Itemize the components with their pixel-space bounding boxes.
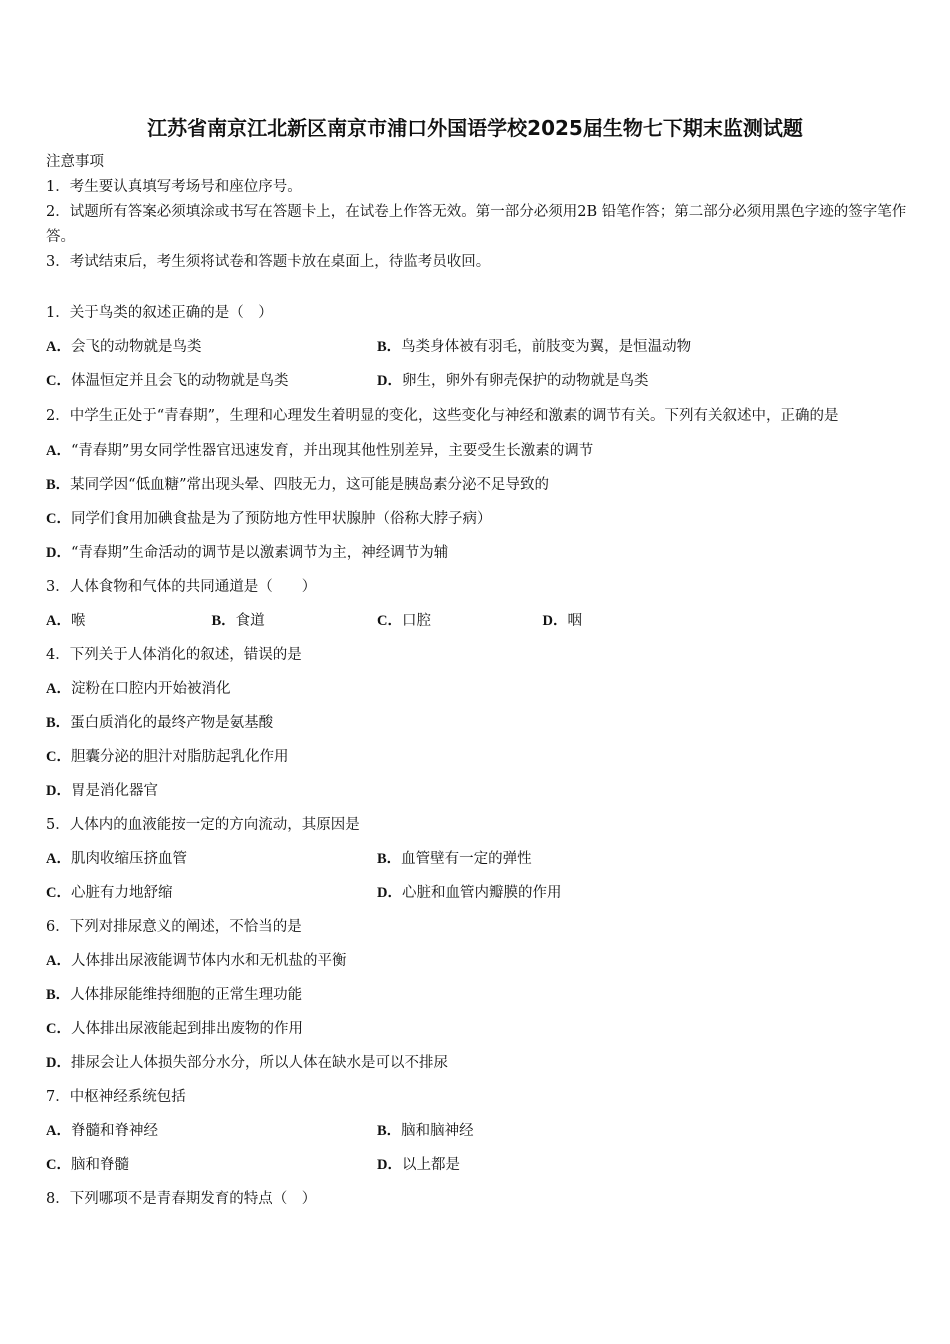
option-label: C．	[46, 749, 71, 765]
option-label: A．	[46, 443, 71, 459]
option-label: A．	[46, 851, 71, 867]
option-label: A．	[46, 1123, 71, 1139]
question-stem: 7．中枢神经系统包括	[46, 1089, 186, 1105]
option	[377, 842, 532, 876]
option	[46, 502, 908, 536]
option-label: C．	[46, 1021, 71, 1037]
option-row	[46, 364, 908, 398]
option-row	[46, 1148, 908, 1182]
option-text: 心脏和血管内瓣膜的作用	[401, 885, 562, 901]
option-text: 以上都是	[401, 1157, 460, 1173]
option	[543, 604, 709, 638]
option	[46, 536, 908, 570]
option-text: 人体排尿能维持细胞的正常生理功能	[70, 987, 303, 1003]
option-text: 鸟类身体被有羽毛，前肢变为翼，是恒温动物	[401, 339, 692, 355]
option	[377, 1148, 460, 1182]
option-row	[46, 842, 908, 876]
option-text: 咽	[567, 613, 582, 629]
option-text: “青春期”男女同学性器官迅速发育，并出现其他性别差异，主要受生长激素的调节	[70, 443, 594, 459]
option-label: B．	[211, 613, 236, 629]
option	[46, 330, 377, 364]
option-label: A．	[46, 613, 71, 629]
option	[46, 364, 377, 398]
option-text: 心脏有力地舒缩	[70, 885, 173, 901]
option-label: B．	[377, 1123, 402, 1139]
option-row	[46, 876, 908, 910]
option	[46, 434, 908, 468]
option-label: C．	[46, 373, 71, 389]
option-label: C．	[46, 885, 71, 901]
option	[46, 842, 377, 876]
option-label: C．	[46, 511, 71, 527]
option	[46, 468, 908, 502]
option-row	[46, 604, 908, 638]
option-label: D．	[377, 1157, 402, 1173]
question-stem: 4．下列关于人体消化的叙述，错误的是	[46, 647, 302, 663]
option-label: B．	[46, 987, 71, 1003]
option-text: 喉	[70, 613, 86, 629]
option-row	[46, 1114, 908, 1148]
question-stem: 1．关于鸟类的叙述正确的是（ ）	[46, 305, 273, 321]
option-label: D．	[377, 885, 402, 901]
option-text: 淀粉在口腔内开始被消化	[70, 681, 231, 697]
question-stem: 5．人体内的血液能按一定的方向流动，其原因是	[46, 817, 360, 833]
option-label: C．	[46, 1157, 71, 1173]
option	[46, 672, 908, 706]
question-stem: 2．中学生正处于“青春期”，生理和心理发生着明显的变化，这些变化与神经和激素的调节有关。下列有关叙述中，正确的是	[46, 408, 839, 424]
option	[46, 876, 377, 910]
option-text: 卵生，卵外有卵壳保护的动物就是鸟类	[401, 373, 649, 389]
option-text: 同学们食用加碘食盐是为了预防地方性甲状腺肿（俗称大脖子病）	[70, 511, 492, 527]
page-title: 江苏省南京江北新区南京市浦口外国语学校2025届生物七下期末监测试题	[147, 116, 803, 140]
option-label: D．	[46, 1055, 71, 1071]
option-label: B．	[377, 339, 402, 355]
option-text: 肌肉收缩压挤血管	[70, 851, 187, 867]
option	[46, 1114, 377, 1148]
option-text: “青春期”生命活动的调节是以激素调节为主，神经调节为辅	[70, 545, 449, 561]
option-text: 体温恒定并且会飞的动物就是鸟类	[70, 373, 289, 389]
option	[46, 706, 908, 740]
option-label: A．	[46, 339, 71, 355]
option-label: D．	[46, 783, 71, 799]
option-label: A．	[46, 681, 71, 697]
option-text: 脑和脑神经	[401, 1123, 474, 1139]
option-text: 人体排出尿液能起到排出废物的作用	[70, 1021, 303, 1037]
question-stem: 3．人体食物和气体的共同通道是（ ）	[46, 579, 317, 595]
option-label: B．	[377, 851, 402, 867]
option	[377, 604, 543, 638]
option	[46, 604, 212, 638]
option-text: 排尿会让人体损失部分水分，所以人体在缺水是可以不排尿	[70, 1055, 448, 1071]
option-label: B．	[46, 715, 71, 731]
question-stem: 8．下列哪项不是青春期发育的特点（ ）	[46, 1191, 317, 1207]
option	[46, 944, 908, 978]
option	[377, 876, 561, 910]
option	[377, 364, 648, 398]
option-text: 脊髓和脊神经	[70, 1123, 158, 1139]
option-text: 食道	[235, 613, 265, 629]
notes-item: 1．考生要认真填写考场号和座位序号。	[46, 179, 302, 195]
option-label: D．	[46, 545, 71, 561]
option-text: 口腔	[401, 613, 431, 629]
option-label: B．	[46, 477, 71, 493]
notes-heading: 注意事项	[46, 154, 104, 170]
option	[377, 330, 691, 364]
option-text: 人体排出尿液能调节体内水和无机盐的平衡	[70, 953, 347, 969]
option	[46, 1148, 377, 1182]
questions-section	[46, 296, 908, 1216]
option	[377, 1114, 474, 1148]
option-text: 蛋白质消化的最终产物是氨基酸	[70, 715, 274, 731]
option	[46, 740, 908, 774]
option-text: 某同学因“低血糖”常出现头晕、四肢无力，这可能是胰岛素分泌不足导致的	[70, 477, 549, 493]
option	[46, 774, 908, 808]
option	[212, 604, 378, 638]
option-text: 会飞的动物就是鸟类	[70, 339, 202, 355]
option-label: A．	[46, 953, 71, 969]
option-label: C．	[377, 613, 402, 629]
option-text: 脑和脊髓	[70, 1157, 129, 1173]
notes-item: 3．考试结束后，考生须将试卷和答题卡放在桌面上，待监考员收回。	[46, 254, 491, 270]
option-text: 血管壁有一定的弹性	[401, 851, 532, 867]
notes-section	[46, 150, 908, 275]
option-label: D．	[542, 613, 568, 629]
question-stem: 6．下列对排尿意义的阐述，不恰当的是	[46, 919, 302, 935]
option-row	[46, 330, 908, 364]
option	[46, 1046, 908, 1080]
option-label: D．	[377, 373, 402, 389]
option-text: 胃是消化器官	[70, 783, 158, 799]
notes-item: 2．试题所有答案必须填涂或书写在答题卡上，在试卷上作答无效。第一部分必须用2B 铅笔作答；第二部分必须用黑色字迹的签字笔作答。	[46, 204, 907, 245]
option	[46, 978, 908, 1012]
option	[46, 1012, 908, 1046]
option-text: 胆囊分泌的胆汁对脂肪起乳化作用	[70, 749, 289, 765]
